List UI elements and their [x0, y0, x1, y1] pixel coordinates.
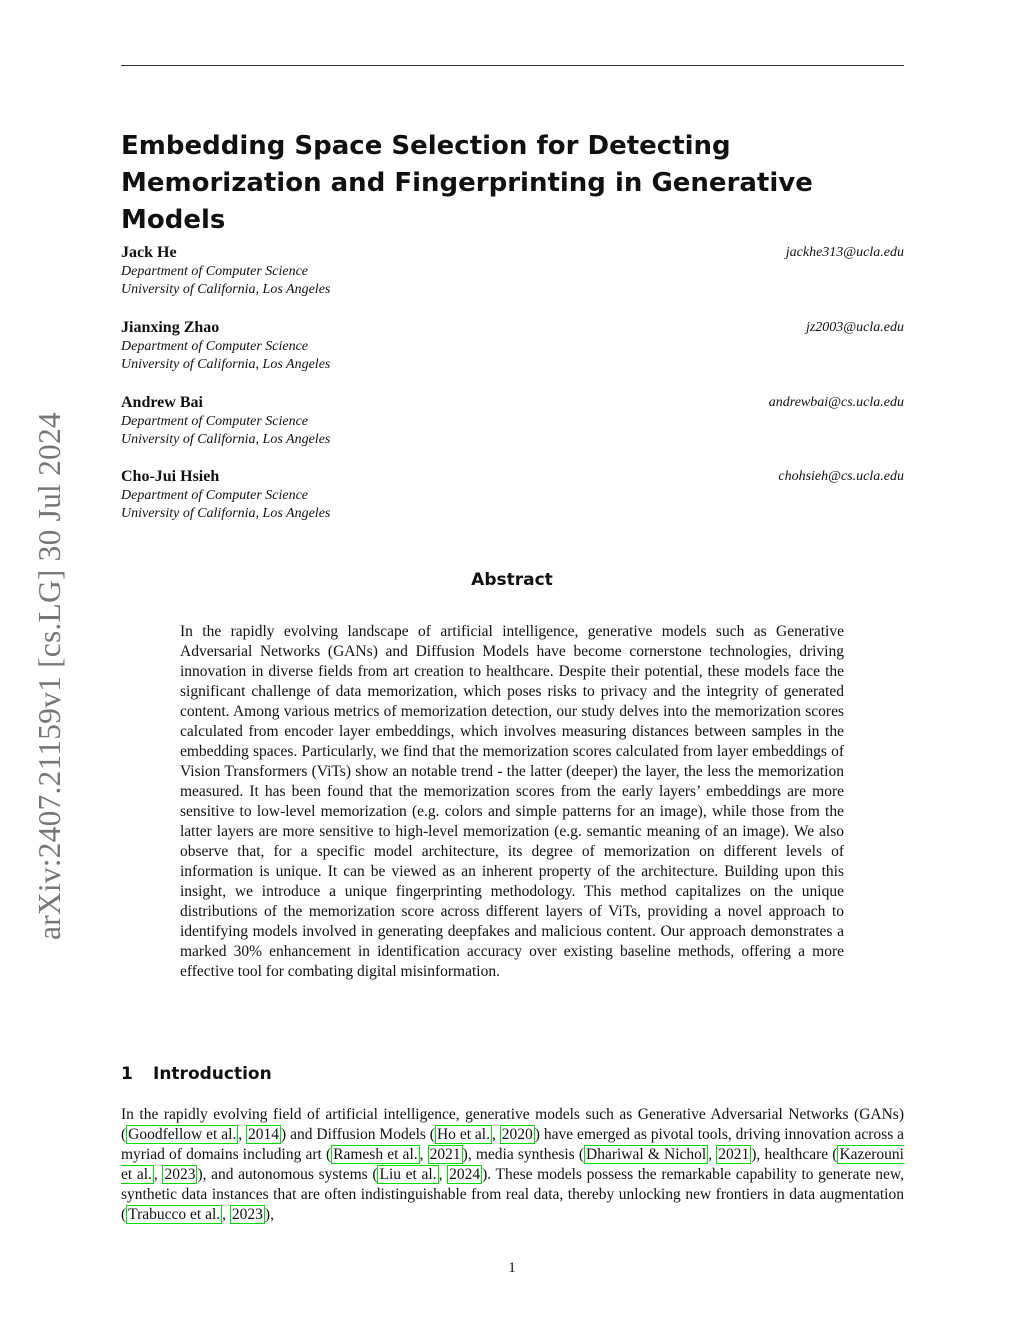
citation-link[interactable]: Kazerouni et al. [121, 1146, 904, 1183]
paragraph-text: In the rapidly evolving field of artificial intelligence, generative models such as Generative Adversarial Networks (GANs) ( [121, 1106, 904, 1143]
citation-link[interactable]: Goodfellow et al. [128, 1126, 237, 1143]
author-university: University of California, Los Angeles [121, 432, 331, 447]
paragraph-text: ), media synthesis ( [462, 1146, 585, 1163]
author-email: chohsieh@cs.ucla.edu [778, 469, 904, 484]
paragraph-text: ) have emerged as pivotal tools, driving innovation across a myriad of domains including art ( [121, 1126, 905, 1163]
author-department: Department of Computer Science [121, 264, 309, 279]
abstract-heading: Abstract [471, 570, 553, 590]
paragraph-text: ) and Diffusion Models ( [281, 1126, 435, 1143]
section-title: Introduction [153, 1064, 272, 1084]
author-university: University of California, Los Angeles [121, 357, 331, 372]
paragraph-text: ). These models possess the remarkable capability to generate new, synthetic data instances that are often indistinguishable from real data, thereby unlocking new frontiers in data augmentation ( [121, 1166, 904, 1223]
section-number: 1 [121, 1064, 133, 1084]
paragraph-text: ), [264, 1206, 274, 1223]
paragraph-text: , [238, 1126, 247, 1143]
citation-year-link[interactable]: 2021 [429, 1146, 461, 1163]
author-block [121, 467, 904, 537]
abstract-text: In the rapidly evolving landscape of artificial intelligence, generative models such as Generative Adversarial Networks (GANs) and Diffusion Models have become cornerstone technologies, driving innovation in diverse fields from art creation to healthcare. Despite their potential, these models face the significant challenge of data memorization, which poses risks to privacy and the integrity of generated content. Among various metrics of memorization detection, our study delves into the memorization scores calculated from encoder layer embeddings, which involves measuring distances between samples in the embedding spaces. Particularly, we find that the memorization scores calculated from layer embeddings of Vision Transformers (ViTs) show an notable trend - the latter (deeper) the layer, the less the memorization measured. It has been found that the memorization scores from the early layers’ embeddings are more sensitive to low-level memorization (e.g. colors and simple patterns for an image), while those from the latter layers are more sensitive to high-level memorization (e.g. semantic meaning of an image). We also observe that, for a specific model architecture, its degree of memorization on different levels of information is unique. It can be viewed as an inherent property of the architecture. Building upon this insight, we introduce a unique fingerprinting methodology. This method capitalizes on the unique distributions of the memorization score across different layers of ViTs, providing a novel approach to identifying models involved in generating deepfakes and malicious content. Our approach demonstrates a marked 30% enhancement in identification accuracy over existing baseline methods, offering a more effective tool for combating digital misinformation. [180, 623, 844, 980]
paragraph-text: , [153, 1166, 163, 1183]
citation-link[interactable]: Liu et al. [379, 1166, 437, 1183]
citation-year-link[interactable]: 2014 [248, 1126, 280, 1143]
header-rule [121, 65, 904, 66]
author-email: jz2003@ucla.edu [805, 320, 904, 335]
page-number: 1 [508, 1260, 516, 1276]
author-university: University of California, Los Angeles [121, 506, 331, 521]
author-block [121, 318, 904, 388]
citation-year-link[interactable]: 2021 [718, 1146, 750, 1163]
author-department: Department of Computer Science [121, 488, 309, 503]
citation-link[interactable]: Trabucco et al. [128, 1206, 221, 1223]
author-name: Jack He [121, 244, 177, 261]
author-name: Jianxing Zhao [121, 319, 220, 336]
author-name: Andrew Bai [121, 394, 203, 411]
citation-year-link[interactable]: 2024 [449, 1166, 481, 1183]
author-university: University of California, Los Angeles [121, 282, 331, 297]
citation-year-link[interactable]: 2020 [501, 1126, 533, 1143]
citation-year-link[interactable]: 2023 [231, 1206, 263, 1223]
author-email: jackhe313@ucla.edu [785, 245, 904, 260]
citation-year-link[interactable]: 2023 [164, 1166, 196, 1183]
arxiv-identifier-stamp: arXiv:2407.21159v1 [cs.LG] 30 Jul 2024 [32, 412, 67, 940]
paragraph-text: , [222, 1206, 230, 1223]
introduction-paragraph [121, 1105, 904, 1225]
paragraph-text: , [419, 1146, 428, 1163]
author-block [121, 393, 904, 463]
author-department: Department of Computer Science [121, 339, 309, 354]
citation-link[interactable]: Ho et al. [436, 1126, 490, 1143]
author-department: Department of Computer Science [121, 414, 309, 429]
citation-link[interactable]: Dhariwal & Nichol [586, 1146, 707, 1163]
paragraph-text: , [491, 1126, 500, 1143]
citation-link[interactable]: Ramesh et al. [333, 1146, 418, 1163]
author-email: andrewbai@cs.ucla.edu [768, 395, 904, 410]
section-heading-introduction [121, 1062, 272, 1086]
paper-title: Embedding Space Selection for Detecting Memorization and Fingerprinting in Generative Models [121, 131, 813, 235]
paragraph-text: ), and autonomous systems ( [197, 1166, 378, 1183]
author-name: Cho-Jui Hsieh [121, 468, 220, 485]
paragraph-text: , [438, 1166, 448, 1183]
paragraph-text: , [708, 1146, 717, 1163]
author-block [121, 243, 904, 313]
paragraph-text: ), healthcare ( [751, 1146, 838, 1163]
